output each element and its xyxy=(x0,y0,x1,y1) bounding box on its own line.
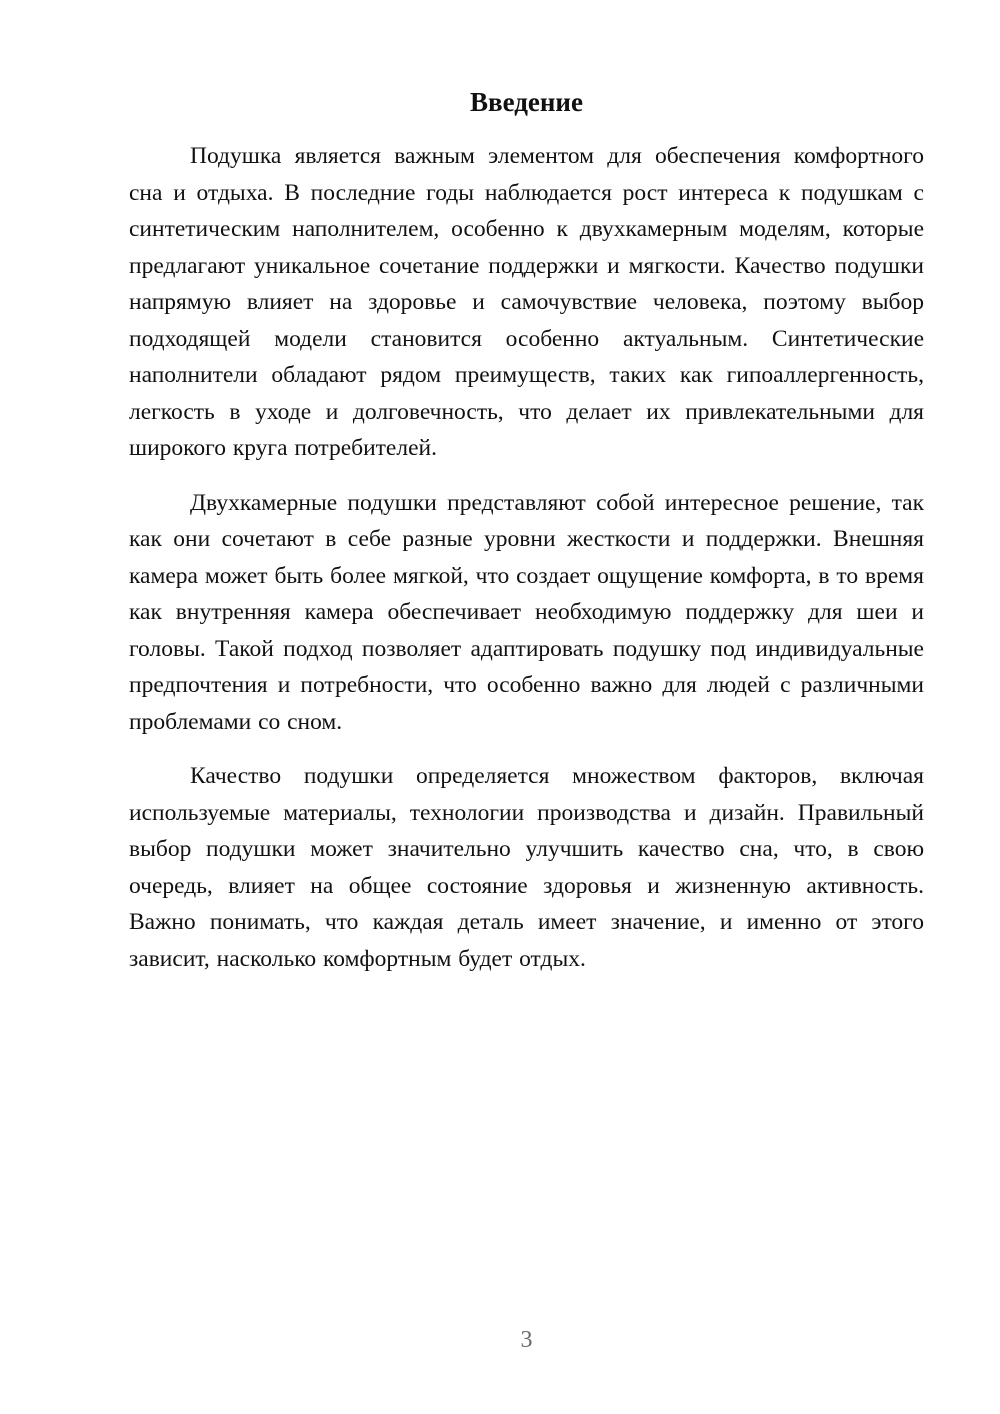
page-title: Введение xyxy=(470,87,583,117)
paragraph-quality-factors: Качество подушки определяется множеством факторов, включая используемые материалы, технологии производства и дизайн. Правильный выбор подушки может значительно улучшить качество сна, что, в свою очередь, влияет на общее состояние здоровья и жизненную активность. Важно понимать, что каждая деталь имеет значение, и именно от этого зависит, насколько комфортным будет отдых. xyxy=(129,763,924,972)
page-number: 3 xyxy=(520,1327,533,1353)
paragraph-intro: Подушка является важным элементом для обеспечения комфортного сна и отдыха. В последние годы наблюдается рост интереса к подушкам с синтетическим наполнителем, особенно к двухкамерным моделям, которые предлагают уникальное сочетание поддержки и мягкости. Качество подушки напрямую влияет на здоровье и самочувствие человека, поэтому выбор подходящей модели становится особенно актуальным. Синтетические наполнители обладают рядом преимуществ, таких как гипоаллергенность, легкость в уходе и долговечность, что делает их привлекательными для широкого круга потребителей. xyxy=(129,143,924,461)
paragraph-dual-chamber: Двухкамерные подушки представляют собой интересное решение, так как они сочетают в себе разные уровни жесткости и поддержки. Внешняя камера может быть более мягкой, что создает ощущение комфорта, в то время как внутренняя камера обеспечивает необходимую поддержку для шеи и головы. Такой подход позволяет адаптировать подушку под индивидуальные предпочтения и потребности, что особенно важно для людей с различными проблемами со сном. xyxy=(129,489,924,735)
